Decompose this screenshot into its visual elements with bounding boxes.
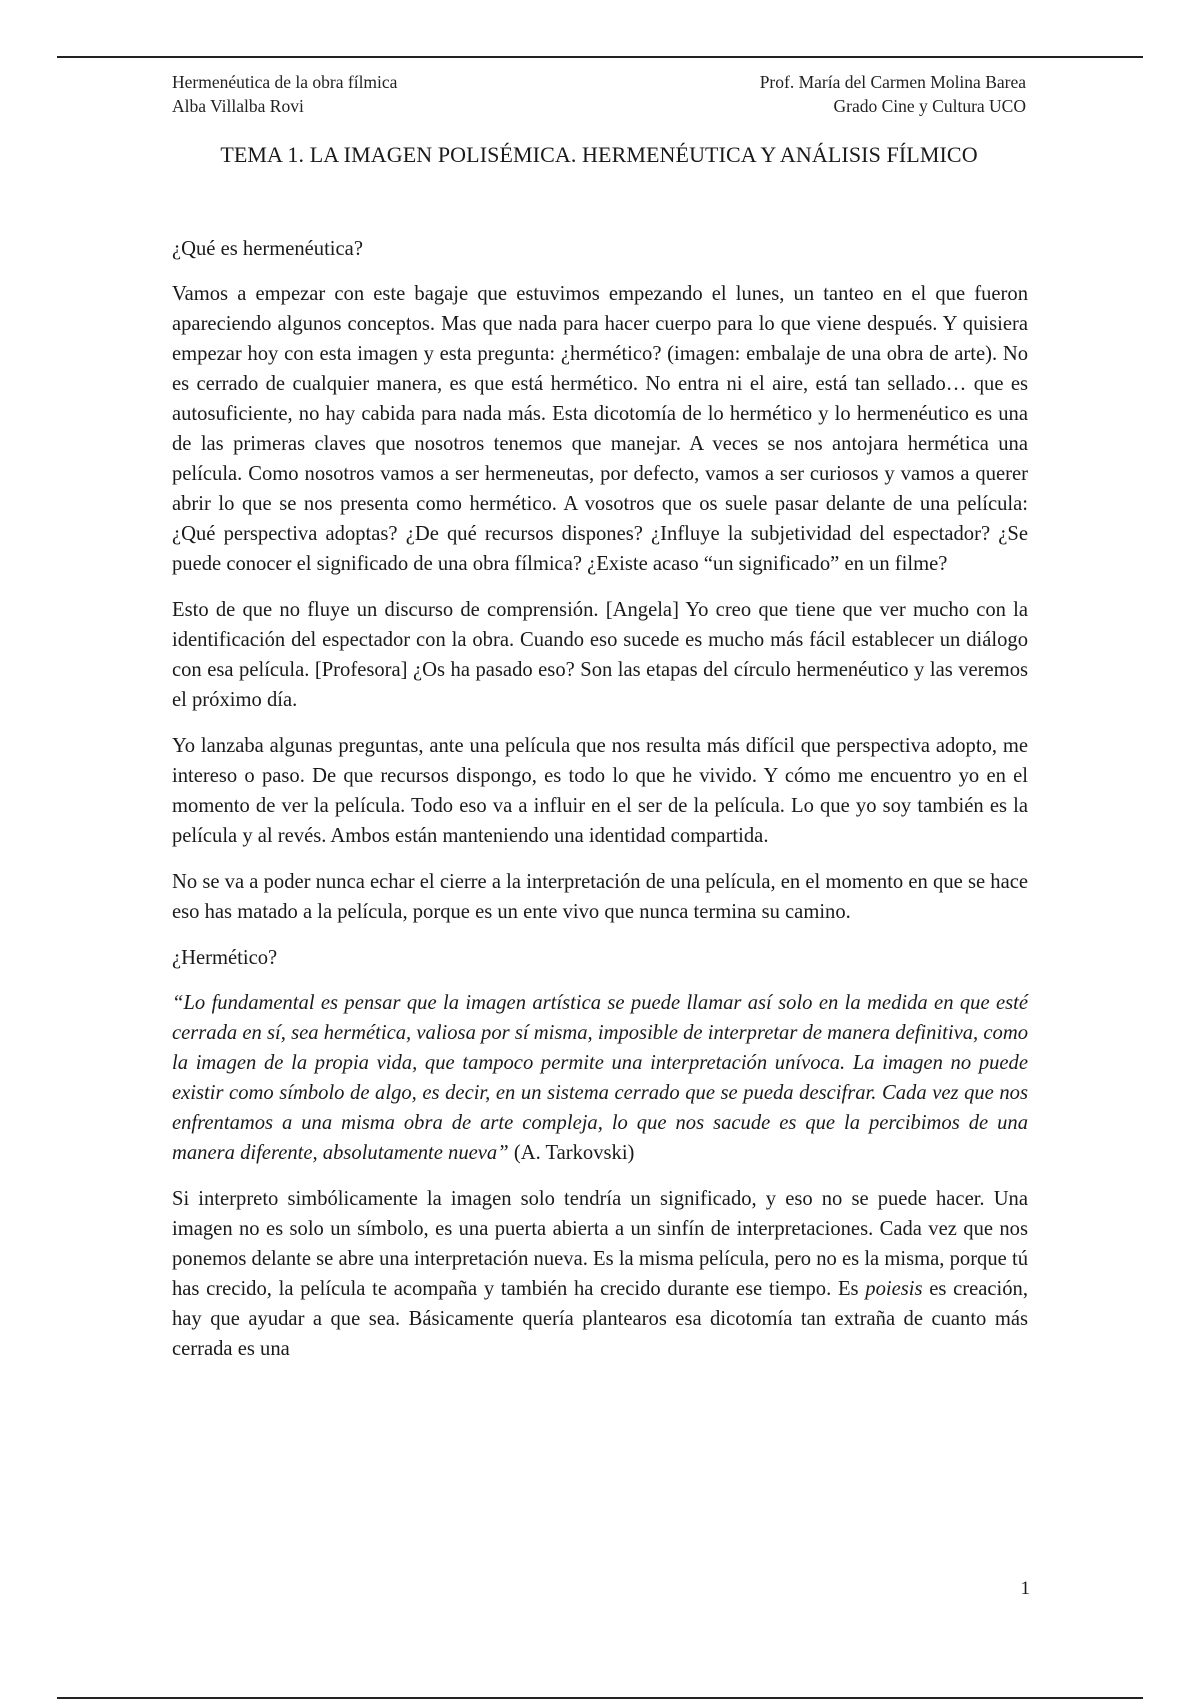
paragraph-4: No se va a poder nunca echar el cierre a la interpretación de una película, en el momento en que se hace eso has matado a la película, porque es un ente vivo que nunca termina su camino. [172, 871, 1028, 923]
running-header [172, 70, 1026, 118]
paragraph-1: Vamos a empezar con este bagaje que estuvimos empezando el lunes, un tanteo en el que fueron apareciendo algunos conceptos. Mas que nada para hacer cuerpo para lo que viene después. Y quisiera empezar hoy con esta imagen y esta pregunta: ¿hermético? (imagen: embalaje de una obra de arte). No es cerrado de cualquier manera, es que está hermético. No entra ni el aire, está tan sellado… que es autosuficiente, no hay cabida para nada más. Esta dicotomía de lo hermético y lo hermenéutico es una de las primeras claves que nosotros tenemos que manejar. A veces se nos antojara hermética una película. Como nosotros vamos a ser hermeneutas, por defecto, vamos a ser curiosos y vamos a querer abrir lo que se nos presenta como hermético. A vosotros que os suele pasar delante de una película: ¿Qué perspectiva adoptas? ¿De qué recursos dispones? ¿Influye la subjetividad del espectador? ¿Se puede conocer el significado de una obra fílmica? ¿Existe acaso “un significado” en un filme? [172, 283, 1028, 575]
quote-text: “Lo fundamental es pensar que la imagen artística se puede llamar así solo en la medida en que esté cerrada en sí, sea hermética, valiosa por sí misma, imposible de interpretar de manera definitiva, como la imagen de la propia vida, que tampoco permite una interpretación unívoca. La imagen no puede existir como símbolo de algo, es decir, en un sistema cerrado que se pueda descifrar. Cada vez que nos enfrentamos a una misma obra de arte compleja, lo que nos sacude es que la percibimos de una manera diferente, absolutamente nueva” [172, 992, 1028, 1164]
section-heading-hermetic: ¿Hermético? [172, 947, 278, 969]
tarkovski-quote [172, 988, 1028, 1168]
paragraph-2: Esto de que no fluye un discurso de comprensión. [Angela] Yo creo que tiene que ver mucho con la identificación del espectador con la obra. Cuando eso sucede es mucho más fácil establecer un diálogo con esa película. [Profesora] ¿Os ha pasado eso? Son las etapas del círculo hermenéutico y las veremos el próximo día. [172, 599, 1028, 711]
course-name: Hermenéutica de la obra fílmica [172, 72, 398, 92]
paragraph-3: Yo lanzaba algunas preguntas, ante una película que nos resulta más difícil que perspectiva adopto, me intereso o paso. De que recursos dispongo, es todo lo que he vivido. Y cómo me encuentro yo en el momento de ver la película. Todo eso va a influir en el ser de la película. Lo que yo soy también es la película y al revés. Ambos están manteniendo una identidad compartida. [172, 735, 1028, 847]
page-number: 1 [1020, 1578, 1030, 1599]
section-heading-what-is-hermeneutics: ¿Qué es hermenéutica? [172, 238, 363, 260]
poiesis-term: poiesis [865, 1278, 923, 1300]
document-title: TEMA 1. LA IMAGEN POLISÉMICA. HERMENÉUTICA Y ANÁLISIS FÍLMICO [220, 142, 978, 167]
paragraph-5 [172, 1184, 1028, 1364]
professor-name: Prof. María del Carmen Molina Barea [759, 72, 1026, 92]
top-rule [57, 56, 1143, 58]
paragraph-5-part-1: Si interpreto simbólicamente la imagen solo tendría un significado, y eso no se puede hacer. Una imagen no es solo un símbolo, es una puerta abierta a un sinfín de interpretaciones. Cada vez que nos ponemos delante se abre una interpretación nueva. Es la misma película, pero no es la misma, porque tú has crecido, la película te acompaña y también ha crecido durante ese tiempo. Es [172, 1188, 1028, 1300]
program-name: Grado Cine y Cultura UCO [833, 96, 1026, 116]
bottom-rule [57, 1697, 1143, 1699]
document-body [172, 234, 1028, 1380]
quote-attribution: (A. Tarkovski) [508, 1142, 635, 1164]
header-row-1 [172, 70, 1026, 94]
paragraph-5-part-2: es creación, hay que ayudar a que sea. Básicamente quería plantearos esa dicotomía tan extraña de cuanto más cerrada es una [172, 1278, 1028, 1360]
student-name: Alba Villalba Rovi [172, 96, 304, 116]
header-row-2 [172, 94, 1026, 118]
